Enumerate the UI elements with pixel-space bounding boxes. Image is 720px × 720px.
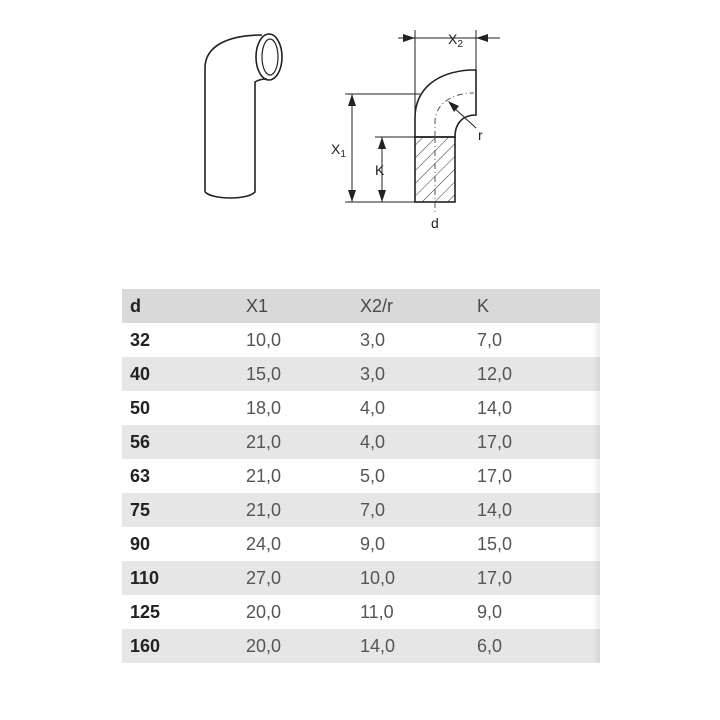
cell-d: 50: [122, 391, 240, 425]
cell-x1: 20,0: [240, 595, 354, 629]
table-row: [122, 527, 600, 561]
cell-x1: 15,0: [240, 357, 354, 391]
table-row: [122, 629, 600, 663]
header-k: K: [471, 289, 600, 323]
cell-x2-r: 4,0: [354, 391, 471, 425]
cell-x2-r: 7,0: [354, 493, 471, 527]
cell-x2-r: 11,0: [354, 595, 471, 629]
table-row: [122, 391, 600, 425]
cell-d: 56: [122, 425, 240, 459]
cell-x1: 21,0: [240, 493, 354, 527]
cell-d: 63: [122, 459, 240, 493]
x2-label: $X_2$: [448, 31, 463, 50]
cell-k: 6,0: [471, 629, 600, 663]
cell-x1: 21,0: [240, 425, 354, 459]
cell-k: 14,0: [471, 391, 600, 425]
cell-x2-r: 3,0: [354, 357, 471, 391]
pipe-bend-diagram: [0, 0, 720, 270]
cell-k: 17,0: [471, 561, 600, 595]
table-row: [122, 459, 600, 493]
cell-k: 17,0: [471, 425, 600, 459]
cell-k: 7,0: [471, 323, 600, 357]
x1-label: $X_1$: [331, 141, 346, 160]
k-label: K: [375, 162, 385, 178]
table-row: [122, 425, 600, 459]
pipe-bend-section: [331, 30, 500, 231]
table-header-row: [122, 289, 600, 323]
cell-x1: 18,0: [240, 391, 354, 425]
cell-x2-r: 9,0: [354, 527, 471, 561]
cell-d: 40: [122, 357, 240, 391]
table-row: [122, 493, 600, 527]
dimension-table: [122, 289, 600, 663]
cell-x1: 10,0: [240, 323, 354, 357]
table-row: [122, 323, 600, 357]
table-row: [122, 561, 600, 595]
cell-x1: 27,0: [240, 561, 354, 595]
header-d: d: [122, 289, 240, 323]
cell-x2-r: 4,0: [354, 425, 471, 459]
cell-x2-r: 3,0: [354, 323, 471, 357]
cell-x1: 24,0: [240, 527, 354, 561]
cell-k: 15,0: [471, 527, 600, 561]
cell-k: 12,0: [471, 357, 600, 391]
cell-d: 75: [122, 493, 240, 527]
table-row: [122, 357, 600, 391]
cell-x1: 21,0: [240, 459, 354, 493]
cell-x2-r: 10,0: [354, 561, 471, 595]
cell-k: 14,0: [471, 493, 600, 527]
header-x1: X1: [240, 289, 354, 323]
cell-d: 90: [122, 527, 240, 561]
header-x2-r: X2/r: [354, 289, 471, 323]
d-label: d: [431, 215, 439, 231]
cell-k: 9,0: [471, 595, 600, 629]
r-label: r: [478, 127, 483, 143]
pipe-bend-illustration: [205, 34, 282, 198]
cell-x2-r: 14,0: [354, 629, 471, 663]
cell-d: 160: [122, 629, 240, 663]
cell-x1: 20,0: [240, 629, 354, 663]
cell-k: 17,0: [471, 459, 600, 493]
cell-x2-r: 5,0: [354, 459, 471, 493]
cell-d: 125: [122, 595, 240, 629]
cell-d: 32: [122, 323, 240, 357]
cell-d: 110: [122, 561, 240, 595]
table-row: [122, 595, 600, 629]
